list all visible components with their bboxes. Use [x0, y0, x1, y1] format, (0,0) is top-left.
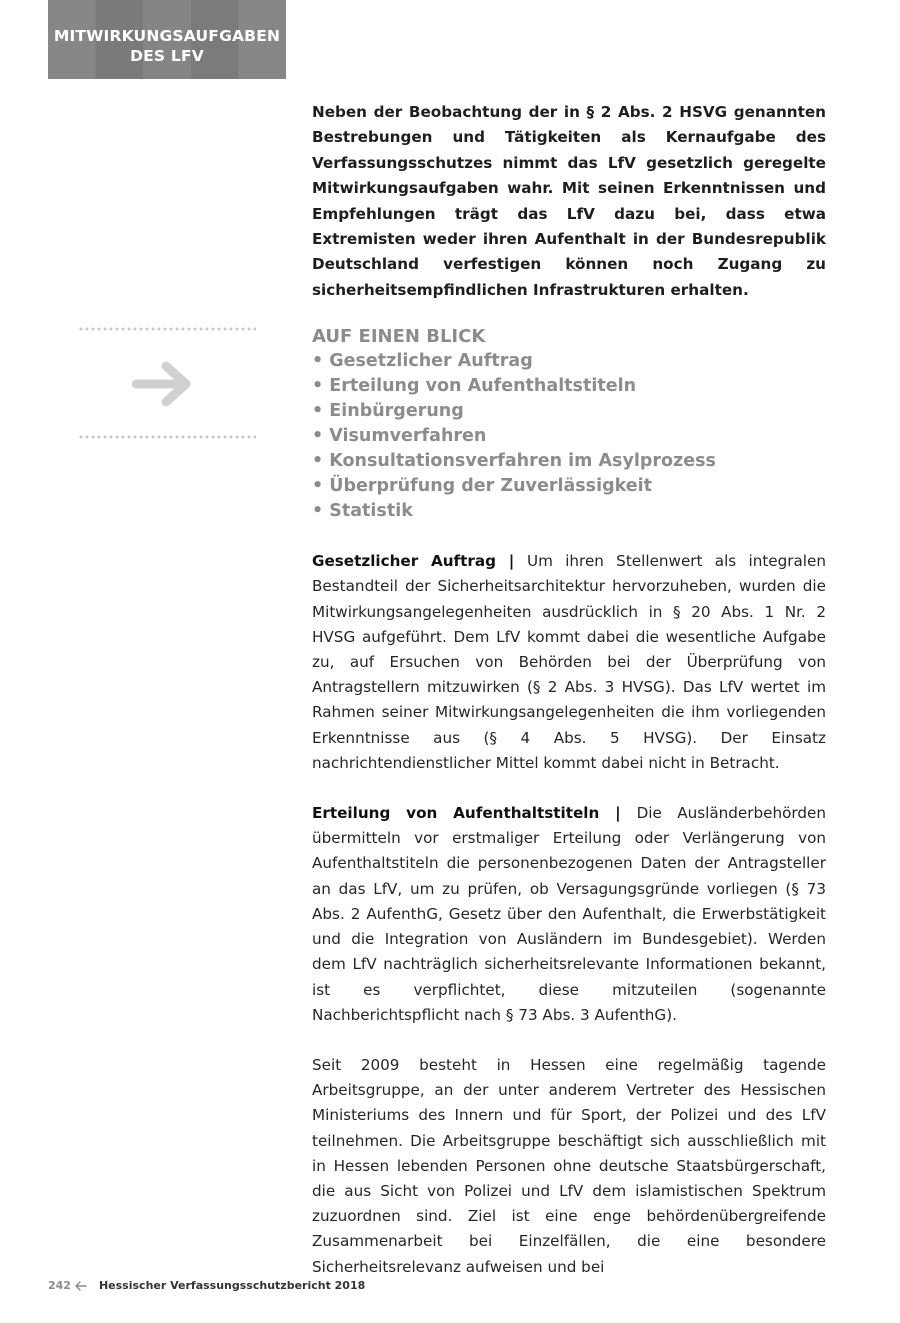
- section-separator: |: [599, 804, 637, 823]
- chapter-header-box: [48, 0, 286, 79]
- list-item: • Visumverfahren: [312, 426, 487, 447]
- page-number: 242: [48, 1279, 71, 1292]
- chapter-title-line-2: DES LFV: [130, 47, 204, 65]
- main-content: [312, 100, 826, 1280]
- at-a-glance-list: [312, 349, 826, 524]
- section-residence-permits: [312, 801, 826, 1028]
- section-legal-mandate: [312, 549, 826, 776]
- publication-title: Hessischer Verfassungsschutzbericht 2018: [98, 1279, 366, 1292]
- list-item: • Überprüfung der Zuverlässigkeit: [312, 476, 653, 497]
- chapter-title-line-1: MITWIRKUNGSAUFGABEN: [53, 27, 281, 45]
- list-item: • Statistik: [312, 501, 413, 522]
- list-item: • Konsultationsverfahren im Asylprozess: [312, 451, 716, 472]
- at-a-glance-box: [312, 325, 826, 524]
- dotted-divider-bottom: [78, 435, 256, 439]
- arrow-left-icon: [75, 1281, 87, 1291]
- list-item: • Erteilung von Aufenthaltstiteln: [312, 376, 637, 397]
- dotted-divider-top: [78, 327, 256, 331]
- section-body: Die Ausländerbehörden übermitteln vor erstmaliger Erteilung oder Verlängerung von Aufenthaltstiteln die personenbezogenen Daten der Antragsteller an das LfV, um zu prüfen, ob Versagungsgründe vorliegen (§ 73 Abs. 2 AufenthG, Gesetz über den Aufenthalt, die Erwerbstätigkeit und die Integration von Ausländern im Bundesgebiet). Werden dem LfV nachträglich sicherheitsrelevante Informationen bekannt, ist es verpflichtet, diese mitzuteilen (sogenannte Nachberichtspflicht nach § 73 Abs. 3 AufenthG).: [312, 804, 826, 1024]
- page-footer: [48, 1279, 365, 1293]
- section-lead: Gesetzlicher Auftrag: [312, 552, 496, 571]
- section-lead: Erteilung von Aufenthaltstiteln: [312, 804, 600, 823]
- section-working-group: Seit 2009 besteht in Hessen eine regelmäßig tagende Arbeitsgruppe, an der unter anderem Vertreter des Hessischen Ministeriums des Innern und für Sport, der Polizei und des LfV teilnehmen. Die Arbeitsgruppe beschäftigt sich ausschließlich mit in Hessen lebenden Personen ohne deutsche Staatsbürgerschaft, die aus Sicht von Polizei und LfV dem islamistischen Spektrum zuzuordnen sind. Ziel ist eine enge behördenübergreifende Zusammenarbeit bei Einzelfällen, die eine besondere Sicherheitsrelevanz aufweisen und bei: [312, 1055, 826, 1276]
- list-item: • Gesetzlicher Auftrag: [312, 351, 533, 372]
- arrow-right-icon: [132, 358, 194, 410]
- section-body: Um ihren Stellenwert als integralen Bestandteil der Sicherheitsarchitektur hervorzuheben, wurden die Mitwirkungsangelegenheiten ausdrücklich in § 20 Abs. 1 Nr. 2 HVSG aufgeführt. Dem LfV kommt dabei die wesentliche Aufgabe zu, auf Ersuchen von Behörden bei der Überprüfung von Antragstellern mitzuwirken (§ 2 Abs. 3 HVSG). Das LfV wertet im Rahmen seiner Mitwirkungsangelegenheiten die ihm vorliegenden Erkenntnisse aus (§ 4 Abs. 5 HVSG). Der Einsatz nachrichtendienstlicher Mittel kommt dabei nicht in Betracht.: [312, 552, 826, 772]
- section-separator: |: [496, 552, 528, 571]
- intro-paragraph: Neben der Beobachtung der in § 2 Abs. 2 HSVG genannten Bestrebungen und Tätigkeiten als Kernaufgabe des Verfassungsschutzes nimmt das LfV gesetzlich geregelte Mitwirkungsaufgaben wahr. Mit seinen Erkenntnissen und Empfehlungen trägt das LfV dazu bei, dass etwa Extremisten weder ihren Aufenthalt in der Bundesrepublik Deutschland verfestigen können noch Zugang zu sicherheitsempfindlichen Infrastrukturen erhalten.: [312, 103, 826, 299]
- list-item: • Einbürgerung: [312, 401, 464, 422]
- at-a-glance-title: AUF EINEN BLICK: [312, 326, 486, 348]
